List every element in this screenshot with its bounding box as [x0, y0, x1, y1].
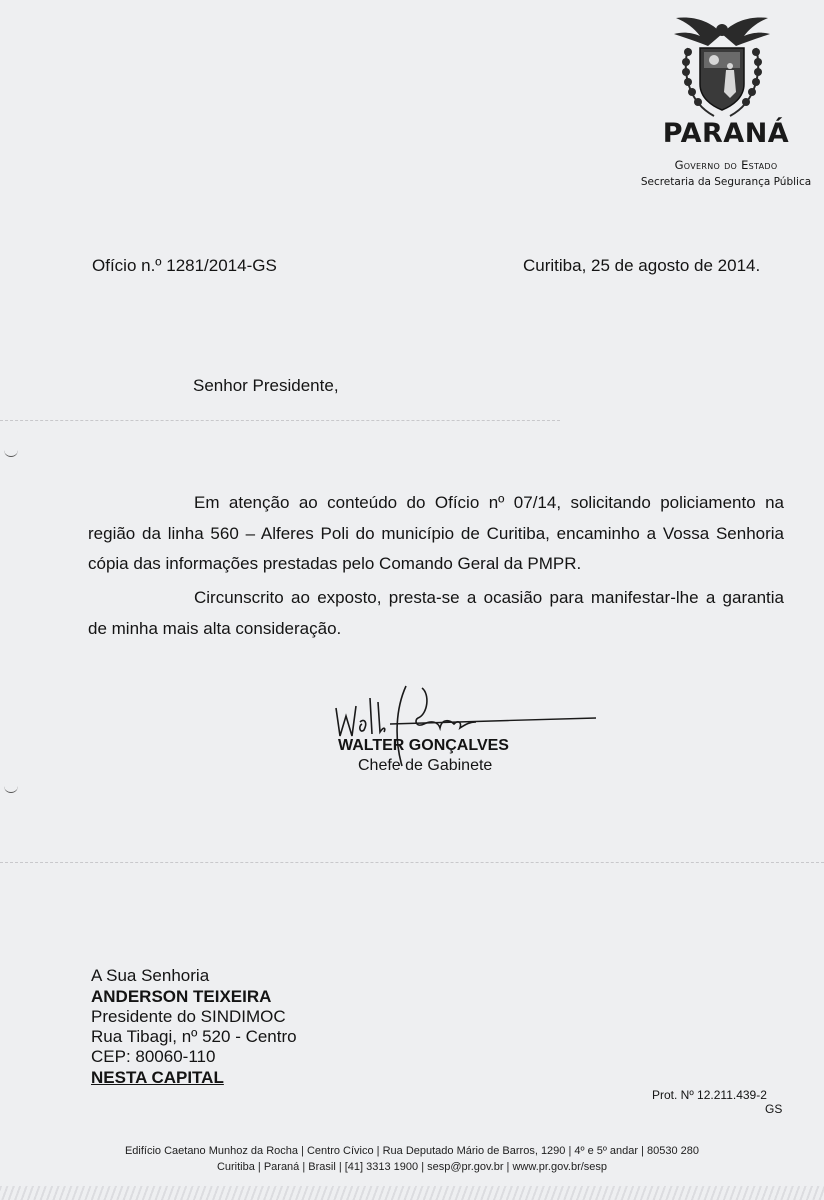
secretariat-name: Secretaria da Segurança Pública	[640, 176, 812, 188]
place-date: Curitiba, 25 de agosto de 2014.	[523, 256, 761, 275]
addressee-address: Rua Tibagi, nº 520 - Centro	[91, 1027, 297, 1046]
signer-name: WALTER GONÇALVES	[338, 737, 509, 754]
scan-edge-mark	[4, 446, 18, 457]
parana-coat-of-arms-icon	[664, 12, 780, 122]
state-name: PARANÁ	[662, 118, 790, 149]
oficio-number: Ofício n.º 1281/2014-GS	[92, 256, 277, 275]
addressee-destination: NESTA CAPITAL	[91, 1068, 224, 1087]
footer-address: Edifício Caetano Munhoz da Rocha | Centro Cívico | Rua Deputado Mário de Barros, 1290 | 4º e 5º andar | 80530 280	[124, 1145, 700, 1157]
addressee-name: ANDERSON TEIXEIRA	[91, 987, 272, 1006]
salutation: Senhor Presidente,	[193, 376, 339, 395]
scan-line	[0, 862, 824, 863]
body-paragraph: Circunscrito ao exposto, presta-se a ocasião para manifestar-lhe a garantia de minha mais alta consideração.	[88, 588, 784, 638]
protocol-number: Prot. Nº 12.211.439-2	[652, 1088, 767, 1102]
signer-role: Chefe de Gabinete	[358, 757, 493, 774]
scan-edge-mark	[4, 782, 18, 793]
scan-bottom-strip	[0, 1186, 824, 1200]
government-line: Governo do Estado	[674, 158, 778, 172]
addressee-salutation: A Sua Senhoria	[91, 966, 210, 985]
scan-line	[0, 420, 560, 421]
addressee-role: Presidente do SINDIMOC	[91, 1007, 286, 1026]
addressee-cep: CEP: 80060-110	[91, 1047, 216, 1066]
footer-contact: Curitiba | Paraná | Brasil | [41] 3313 1900 | sesp@pr.gov.br | www.pr.gov.br/sesp	[216, 1161, 608, 1173]
protocol-sector: GS	[765, 1102, 783, 1116]
body-paragraph: Em atenção ao conteúdo do Ofício nº 07/14, solicitando policiamento na região da linha 560 – Alferes Poli do município de Curitiba, encaminho a Vossa Senhoria cópia das informações prestadas pelo Comando Geral da PMPR.	[88, 493, 784, 573]
